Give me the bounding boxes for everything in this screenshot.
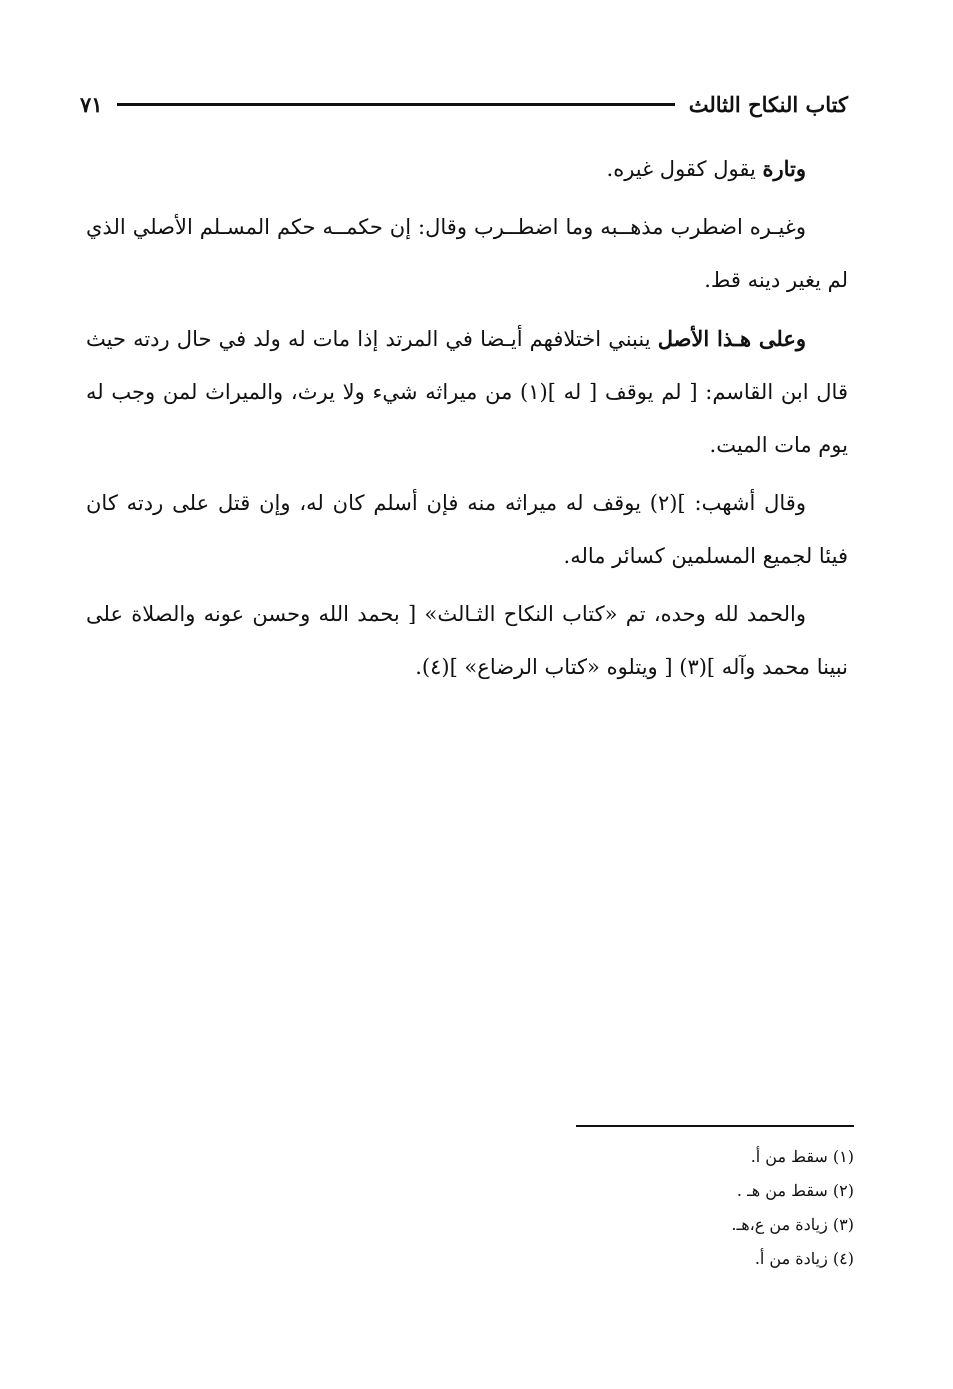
footnote-separator	[576, 1125, 854, 1127]
paragraph	[86, 142, 848, 196]
paragraph	[86, 477, 848, 583]
header-rule	[117, 103, 675, 106]
running-header	[80, 84, 848, 124]
paragraph	[86, 588, 848, 694]
paragraph	[86, 201, 848, 307]
footnote: (٢) سقط من هـ .	[736, 1181, 854, 1200]
paragraph-text: وقال أشهب: ](٢) يوقف له ميراثه منه فإن أسلم كان له، وإن قتل على ردته كان فيئا لجميع المسلمين كسائر ماله.	[86, 491, 848, 568]
paragraph-text: وغيـره اضطرب مذهــبه وما اضطــرب وقال: إن حكمــه حكم المسـلم الأصلي الذي لم يغير دينه قط.	[86, 215, 848, 292]
footnote: (٣) زيادة من ع،هـ.	[731, 1215, 854, 1234]
footnote: (١) سقط من أ.	[750, 1147, 854, 1166]
paragraph-text: ينبني اختلافهم أيـضا في المرتد إذا مات له ولد في حال ردته حيث قال ابن القاسم: [ لم يوقف [ له ](١) من ميراثه شيء ولا يرث، والميراث لمن وجب له يوم مات الميت.	[86, 327, 848, 457]
chapter-title: كتاب النكاح الثالث	[688, 91, 848, 117]
paragraph-text: والحمد لله وحده، تم «كتاب النكاح الثـالث» [ بحمد الله وحسن عونه والصلاة على نبينا محمد وآله ](٣) [ ويتلوه «كتاب الرضاع» ](٤).	[86, 602, 848, 679]
main-text	[86, 142, 848, 699]
page-number: ٧١	[80, 91, 103, 117]
paragraph-text: يقول كقول غيره.	[606, 157, 763, 181]
footnotes	[560, 1140, 854, 1276]
footnote: (٤) زيادة من أ.	[754, 1249, 854, 1268]
paragraph-lead: وعلى هـذا الأصل	[657, 326, 806, 351]
paragraph-lead: وتارة	[762, 156, 806, 181]
paragraph	[86, 312, 848, 472]
